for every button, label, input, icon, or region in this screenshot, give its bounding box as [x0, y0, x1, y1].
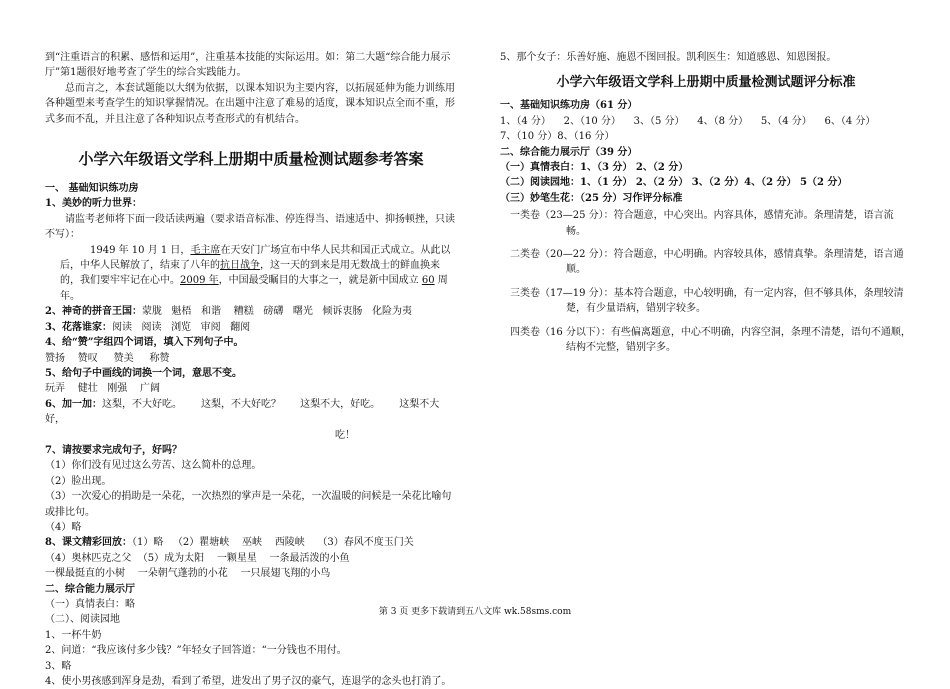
- s2-item-1: （一）真情表白：略: [45, 599, 135, 610]
- scoring-part-c: （三）妙笔生花：（25 分）习作评分标准: [500, 192, 683, 204]
- grade-level-3: 三类卷（17—19 分）：基本符合题意，中心较明确，有一定内容，但不够具体，条理较清楚，有少量语病，错别字较多。: [510, 287, 904, 315]
- q8-line-1: 8、课文精彩回放：（1）略 （2）瞿塘峡 巫峡 西陵峡 （3）春风不度玉门关: [45, 537, 414, 549]
- q1-instruction: 请监考老师将下面一段话读两遍（要求语音标准、停连得当、语速适中、抑扬顿挫，只读不写）：: [45, 213, 455, 241]
- scoring-part-b: （二）阅读园地：1、（1 分） 2、（2 分） 3、（2 分）4、（2 分） 5（2 分）: [500, 177, 848, 189]
- grade-level-1: 一类卷（23—25 分）：符合题意，中心突出。内容具体，感情充沛。条理清楚，语言流畅。: [510, 210, 894, 237]
- page-footer: 第 3 页 更多下载请到五八文库 wk.58sms.com: [378, 607, 572, 617]
- scoring-section-1: 一、基础知识练功房（61 分）: [500, 100, 638, 112]
- q5-answer: 玩弄 健壮 刚强 广阔: [45, 383, 160, 395]
- scoring-line-1: 1、（4 分） 2、（10 分） 3、（5 分） 4、（8 分） 5、（4 分） 6、（4 分）: [500, 115, 876, 127]
- scoring-standard-title: 小学六年级语文学科上册期中质量检测试题评分标准: [556, 75, 856, 91]
- intro-paragraph-1: 到“注重语言的积累、感悟和运用”，注重基本技能的实际运用。如：第二大题“综合能力展示厅”第1题很好地考查了学生的综合实践能力。: [45, 52, 451, 79]
- grade-level-2: 二类卷（20—22 分）：符合题意，中心明确。内容较具体，感情真挚。条理清楚，语言通顺。: [510, 249, 904, 276]
- q6-answer-tail: 吃！: [335, 429, 355, 441]
- q1-heading: 1、美妙的听力世界：: [45, 198, 142, 210]
- q3-answer: 3、花落谁家：阅读 阅读 浏览 审阅 翻阅: [45, 321, 251, 333]
- s2-item-6: 4、使小男孩感到浑身是劲，看到了希望，进发出了男子汉的豪气，连退学的念头也打消了。: [45, 676, 452, 688]
- q6-answer: 6、加一加：这梨，不大好吃。 这梨，不大好吃？ 这梨不大，好吃。 这梨不大好，: [45, 398, 440, 426]
- section-basic-knowledge: 一、 基础知识练功房: [45, 183, 139, 195]
- scoring-part-a: （一）真情表白：1、（3 分） 2、（2 分）: [500, 162, 689, 174]
- s2-item-5: 3、略: [45, 660, 72, 672]
- answer-key-title: 小学六年级语文学科上册期中质量检测试题参考答案: [78, 150, 424, 169]
- q4-heading: 4、给“赞”字组四个词语，填入下列句子中。: [45, 337, 244, 349]
- section-comprehensive: 二、综合能力展示厅: [45, 583, 135, 595]
- q2-answer: 2、神奇的拼音王国：蒙胧 魁梧 和谐 糟糕 磅礴 曙光 倾诉衷肠 化险为夷: [45, 306, 412, 318]
- q1-dictation-text: 1949 年 10 月 1 日，毛主席在天安门广场宣布中华人民共和国正式成立。从此以后，中华人民解放了，结束了八年的抗日战争，这一天的到来是用无数战士的鲜血换来的，我们要牢牢记在心中。2009 年，中国最受瞩目的大事之一，就是新中国成立 60 周年。: [60, 244, 451, 302]
- q7-item-2: （2）脸出现。: [45, 475, 112, 487]
- right-column: [500, 50, 912, 356]
- q8-line-3: 一棵最挺直的小树 一朵朝气蓬勃的小花 一只展翅飞翔的小鸟: [45, 568, 331, 580]
- scoring-section-2: 二、综合能力展示厅（39 分）: [500, 146, 638, 158]
- q7-item-4: （4）略: [45, 521, 82, 533]
- q7-heading: 7、请按要求完成句子，好吗？: [45, 444, 182, 456]
- s2-item-4: 2、问道：“我应该付多少钱？”年轻女子回答道：“一分钱也不用付。: [45, 645, 347, 657]
- q4-answer: 赞扬 赞叹 赞美 称赞: [45, 352, 170, 364]
- q7-item-1: （1）你们没有见过这么劳苦、这么简朴的总理。: [45, 460, 262, 472]
- s2-item-3: 1、一杯牛奶: [45, 629, 102, 641]
- reading-answer-5: 5、那个女子：乐善好施、施恩不图回报。凯利医生：知道感恩、知恩图报。: [500, 52, 837, 63]
- left-column: [45, 50, 457, 689]
- q8-line-2: （4）奥林匹克之父 （5）成为太阳 一颗星星 一条最活泼的小鱼: [45, 552, 350, 564]
- q7-item-3: （3）一次爱心的捐助是一朵花，一次热烈的掌声是一朵花，一次温暖的问候是一朵花比喻句或排比句。: [45, 491, 452, 518]
- s2-item-2: （二）、阅读园地: [45, 614, 120, 626]
- scoring-line-2: 7、（10 分）8、（16 分）: [500, 131, 615, 143]
- q5-heading: 5、给句子中画线的词换一个词，意思不变。: [45, 367, 242, 379]
- grade-level-4: 四类卷（16 分以下）：有些偏离题意，中心不明确，内容空洞，条理不清楚，语句不通顺，结构不完整，错别字多。: [510, 326, 911, 354]
- intro-paragraph-2: 总而言之，本套试题能以大纲为依据，以课本知识为主要内容，以拓展延伸为能力训练用各种题型来考查学生的知识掌握情况。在出题中注意了难易的适度，课本知识点全而不重，形式多而不乱，并且注意了各种知识点考查形式的有机结合。: [45, 82, 455, 125]
